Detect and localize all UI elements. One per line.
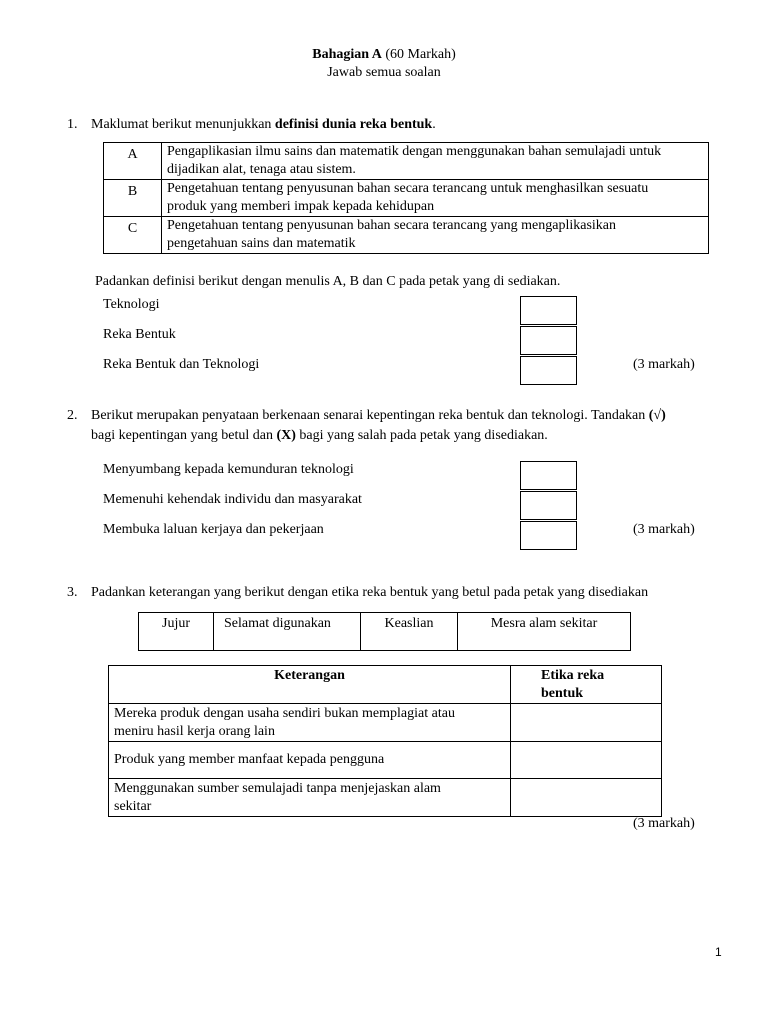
q2-answer-box-3[interactable]: [520, 521, 577, 550]
q1-definition-letter: B: [104, 180, 162, 217]
q1-prompt-bold: definisi dunia reka bentuk: [274, 117, 433, 132]
q3-option-originality: Keaslian: [361, 613, 458, 651]
q2-marks: (3 markah): [633, 522, 695, 537]
q1-definition-text: [162, 143, 709, 180]
q2-prompt-line2-post: bagi yang salah pada petak yang disediakan.: [295, 428, 548, 443]
q1-answer-box-1[interactable]: [520, 296, 577, 325]
q1-item-technology: Teknologi: [103, 297, 160, 312]
q3-row-line2: sekitar: [114, 799, 152, 814]
q2-cross-symbol: (X): [276, 428, 296, 443]
q1-definition-row: [104, 143, 709, 180]
table-row: [109, 704, 662, 742]
q1-definition-line1: Pengetahuan tentang penyusunan bahan secara terancang yang mengaplikasikan: [167, 218, 616, 233]
q1-answer-box-3[interactable]: [520, 356, 577, 385]
q3-answer-cell-3[interactable]: [511, 779, 662, 817]
q3-header-ethics-line1: Etika reka: [541, 668, 605, 683]
q1-definition-line2: produk yang memberi impak kepada kehidupan: [167, 199, 435, 214]
q2-prompt-line2: [91, 428, 548, 444]
q1-prompt-post: .: [432, 117, 436, 132]
q3-row-line1: Produk yang member manfaat kepada pengguna: [114, 752, 385, 767]
q1-definition-row: [104, 217, 709, 254]
q3-options-table: [138, 612, 631, 651]
section-title: [0, 47, 768, 63]
table-row: [109, 742, 662, 779]
q1-definition-row: [104, 180, 709, 217]
q3-marks: (3 markah): [633, 816, 695, 831]
q1-answer-box-2[interactable]: [520, 326, 577, 355]
section-subtitle: Jawab semua soalan: [327, 65, 441, 80]
q1-prompt: [91, 117, 436, 133]
q1-definition-letter: C: [104, 217, 162, 254]
q2-answer-box-2[interactable]: [520, 491, 577, 520]
q3-row-description: [109, 704, 511, 742]
q3-option-safe: Selamat digunakan: [214, 613, 361, 651]
q2-number: 2.: [67, 408, 78, 423]
q1-prompt-pre: Maklumat berikut menunjukkan: [91, 117, 275, 132]
q2-answer-box-1[interactable]: [520, 461, 577, 490]
q2-prompt-line1-text: Berikut merupakan penyataan berkenaan senarai kepentingan reka bentuk dan teknologi. Tandakan: [91, 408, 649, 423]
q3-header-description: Keterangan: [109, 666, 511, 704]
q2-item-2: Memenuhi kehendak individu dan masyarakat: [103, 492, 362, 507]
q3-option-honest: Jujur: [139, 613, 214, 651]
q3-answer-cell-1[interactable]: [511, 704, 662, 742]
q1-definition-letter: A: [104, 143, 162, 180]
q1-definition-text: [162, 217, 709, 254]
q1-definition-line1: Pengetahuan tentang penyusunan bahan secara terancang untuk menghasilkan sesuatu: [167, 181, 649, 196]
page-number: 1: [715, 945, 722, 959]
q1-item-design-technology: Reka Bentuk dan Teknologi: [103, 357, 260, 372]
q3-options-row: [139, 613, 631, 651]
q2-prompt-line2-pre: bagi kepentingan yang betul dan: [91, 428, 277, 443]
q1-marks: (3 markah): [633, 357, 695, 372]
q2-item-1: Menyumbang kepada kemunduran teknologi: [103, 462, 354, 477]
q1-definition-line1: Pengaplikasian ilmu sains dan matematik dengan menggunakan bahan semulajadi untuk: [167, 144, 662, 159]
q1-item-design: Reka Bentuk: [103, 327, 176, 342]
q3-row-line1: Menggunakan sumber semulajadi tanpa menjejaskan alam: [114, 781, 441, 796]
table-row: [109, 779, 662, 817]
q2-tick-symbol: (√): [648, 408, 666, 423]
q3-number: 3.: [67, 585, 78, 600]
q3-answer-cell-2[interactable]: [511, 742, 662, 779]
q3-ethics-table: [108, 665, 662, 817]
q1-definition-line2: pengetahuan sains dan matematik: [167, 236, 356, 251]
q3-header-ethics: [511, 666, 662, 704]
q3-row-description: [109, 742, 511, 779]
q1-definition-text: [162, 180, 709, 217]
section-title-marks: (60 Markah): [381, 47, 456, 62]
q1-definition-line2: dijadikan alat, tenaga atau sistem.: [167, 162, 356, 177]
q3-row-line2: meniru hasil kerja orang lain: [114, 724, 275, 739]
section-title-bold: Bahagian A: [312, 47, 382, 62]
q2-prompt-line1: [91, 408, 666, 424]
q1-definition-table: [103, 142, 709, 254]
q3-row-description: [109, 779, 511, 817]
q3-row-line1: Mereka produk dengan usaha sendiri bukan memplagiat atau: [114, 706, 455, 721]
q1-number: 1.: [67, 117, 78, 132]
q1-instruction: Padankan definisi berikut dengan menulis A, B dan C pada petak yang di sediakan.: [95, 274, 561, 289]
q3-option-eco-friendly: Mesra alam sekitar: [458, 613, 631, 651]
q3-header-row: [109, 666, 662, 704]
q2-item-3: Membuka laluan kerjaya dan pekerjaan: [103, 522, 324, 537]
q3-header-ethics-line2: bentuk: [541, 686, 584, 701]
q3-prompt: Padankan keterangan yang berikut dengan etika reka bentuk yang betul pada petak yang disediakan: [91, 585, 649, 600]
